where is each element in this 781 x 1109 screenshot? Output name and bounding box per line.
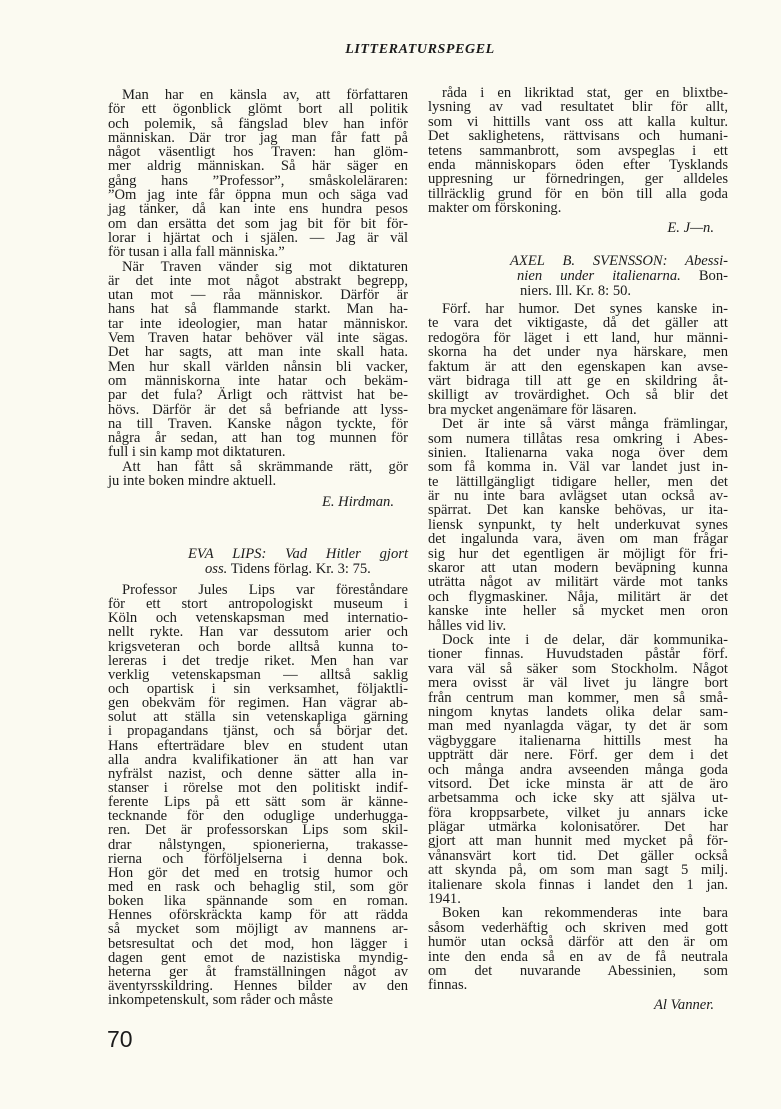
text-line: te lättillgängligt tidigare heller, men det — [428, 473, 728, 490]
left-column-review-lips — [108, 583, 408, 1007]
text-line: i propagandans tjänst, och så börjar det. — [108, 723, 408, 740]
text-line: det ingalunda vara, även om man frågar — [428, 531, 728, 548]
text-line: humör utan också därför att den är om — [428, 934, 728, 951]
text-line: om det nuvarande Abessinien, som — [428, 962, 728, 979]
text-line: plägar utmärka kolonisatörer. Det har — [428, 819, 728, 836]
paragraph — [428, 302, 728, 417]
text-line: na till Traven. Kanske någon tyckte, för — [108, 415, 408, 432]
running-head: LITTERATURSPEGEL — [345, 42, 495, 57]
text-line: skaror att utan modern beväpning kunna — [428, 560, 728, 577]
text-line: nyfrälst nazist, och denne sätter alla in- — [108, 765, 408, 782]
text-line: Professor Jules Lips var föreståndare — [122, 582, 408, 598]
text-line: tar inte ideologier, man hatar människor. — [108, 315, 408, 332]
text-line: och flygmaskiner. Nåja, militärt är det — [428, 588, 728, 605]
text-line: Dock inte i de delar, där kommunika- — [442, 631, 728, 648]
text-line: te vara det viktigaste, då det gäller att — [428, 315, 728, 332]
text-line: tioner finnas. Huvudstaden påstår förf. — [428, 646, 728, 663]
text-line: tecknande för den oduglige underhugga- — [108, 808, 408, 825]
paragraph — [108, 260, 408, 460]
book-author-title: EVA LIPS: Vad Hitler gjort — [188, 546, 408, 562]
text-line: inte den enda så en av de få neutrala — [428, 948, 728, 965]
text-line: föra kroppsarbete, vilket ju annars icke — [428, 804, 728, 821]
text-line: makter om förskoning. — [428, 200, 562, 217]
text-line: dagen gent emot de nazistiska myndig- — [108, 949, 408, 966]
text-line: full i sin kamp mot diktaturen. — [108, 444, 286, 461]
text-line: vara väl så säker som Stockholm. Något — [428, 660, 728, 677]
paragraph — [428, 906, 728, 992]
text-line: och polemik, så fängslad blev han inför — [108, 115, 408, 132]
text-line: skilligt av trovärdighet. Och så blir det — [428, 387, 728, 404]
text-line: boken lika spännande som en roman. — [108, 893, 408, 910]
text-line: Att han fått så skrämmande rätt, gör — [122, 458, 408, 475]
text-line: och många andra avseenden många goda — [428, 761, 728, 778]
text-line: från centrum man kommer, men så små- — [428, 689, 728, 706]
text-line: solut att ställa sin vetenskapliga gärning — [108, 709, 408, 726]
text-line: hålles vid liv. — [428, 617, 507, 634]
text-line: betsresultat och det mod, hon lägger i — [108, 935, 408, 952]
paragraph — [428, 633, 728, 906]
text-line: vånansvärt kort tid. Det gäller också — [428, 847, 728, 864]
text-line: bra mycket angenämare för läsaren. — [428, 401, 637, 418]
text-line: för ett stort antropologiskt museum i — [108, 596, 408, 613]
text-line: Förf. har humor. Det synes kanske in- — [442, 301, 728, 317]
book-publisher: Tidens förlag. Kr. 3: 75. — [230, 561, 371, 577]
text-line: vägbyggare italienarna hittills mest ha — [428, 732, 728, 749]
text-line: utan mot — råa människor. Därför är — [108, 287, 408, 304]
text-line: ningom knytas landets olika delar sam- — [428, 703, 728, 720]
text-line: är det inte mot något abstrakt begrepp, — [108, 272, 408, 289]
book-publisher: Bon- — [698, 268, 728, 284]
text-line: hövs. Därför är det så befriande att lyss- — [108, 401, 408, 418]
paragraph — [108, 583, 408, 1007]
signature-al-vanner: Al Vanner. — [654, 997, 714, 1013]
review-heading-eva-lips — [188, 547, 408, 577]
text-line: man med nyanlagda vägar, ty det är som — [428, 718, 728, 735]
book-title-end: nien under italienarna. — [517, 268, 681, 284]
book-publisher-price: niers. Ill. Kr. 8: 50. — [520, 283, 632, 299]
text-line: mera ovisst är väl livet ju längre bort — [428, 675, 728, 692]
text-line: heterna ger åt framställningen något av — [108, 963, 408, 980]
text-line: uppresning ur förnedringen, ger alldeles — [428, 171, 728, 188]
text-line: om människorna inte hatar och bekäm- — [108, 372, 408, 389]
paragraph — [428, 86, 728, 216]
text-line: gen obekväm för regimen. Han vägrar ab- — [108, 695, 408, 712]
text-line: tetens sammanbrott, som avspeglas i ett — [428, 142, 728, 159]
text-line: är nu inte bara avlägset utan också av- — [428, 488, 728, 505]
review-heading-svensson — [510, 254, 728, 299]
text-line: skorna ha det under nya härskare, men — [428, 344, 728, 361]
text-line: med en rask och behaglig stil, som gör — [108, 878, 408, 895]
text-line: stanser i rörelse mot den politiskt indif- — [108, 779, 408, 796]
text-line: uträtta något av militärt värde mot tanks — [428, 574, 728, 591]
text-line: råda i en likriktad stat, ger en blixtbe- — [442, 85, 728, 101]
text-line: ju inte boken mindre aktuell. — [108, 473, 277, 490]
text-line: lorar i hjärtat och i själen. — Jag är väl — [108, 229, 408, 246]
text-line: Köln och vetenskapsman med internatio- — [108, 610, 408, 627]
paragraph — [108, 460, 408, 489]
paragraph — [108, 88, 408, 260]
text-line: Det är inte så värst många främlingar, — [442, 416, 728, 433]
text-line: arbetsamma och icke sky att själva ut- — [428, 790, 728, 807]
text-line: Det har sagts, att man inte skall hata. — [108, 344, 408, 361]
text-line: sig hur det egentligen är möjligt för fri- — [428, 545, 728, 562]
text-line: alla andra kvalifikationer än att han var — [108, 751, 408, 768]
text-line: Man har en känsla av, att författaren — [122, 87, 408, 103]
text-line: verklig vetenskapsman — alltså saklig — [108, 666, 408, 683]
text-line: enda människopars öden efter Tysklands — [428, 156, 728, 173]
text-line: mer aldrig människan. Så här säger en — [108, 158, 408, 175]
text-line: gjort att man hunnit med mycket på för- — [428, 833, 728, 850]
text-line: kanske inte heller så mycket men oron — [428, 603, 728, 620]
text-line: lysning av vad resultatet blir för allt, — [428, 99, 728, 116]
text-line: som vi hittills vant oss att kalla kultur. — [428, 113, 728, 130]
signature-hirdman: E. Hirdman. — [321, 494, 394, 510]
text-line: krigsveteran och borde alltså kunna to- — [108, 638, 408, 655]
text-line: 1941. — [428, 891, 461, 908]
text-line: lereras i det tredje riket. Men han var — [108, 652, 408, 669]
text-line: Boken kan rekommenderas inte bara — [442, 905, 728, 922]
text-line: italienare skola finnas i landet den 1 jan. — [428, 876, 728, 893]
text-line: äventyrsskildring. Hennes bilder av den — [108, 977, 408, 994]
text-line: ”Om jag inte får öppna mun och säga vad — [108, 187, 408, 204]
text-line: ren. Det är professorskan Lips som skil- — [108, 822, 408, 839]
text-line: Det saklighetens, rättvisans och humani- — [428, 128, 728, 145]
text-line: ferente Lips på ett sätt som är känne- — [108, 794, 408, 811]
text-line: Vem Traven hatar behöver väl inte sägas. — [108, 330, 408, 347]
text-line: liensk synpunkt, ty helt underkuvat synes — [428, 516, 728, 533]
text-line: om dan ersätta det som jag bit för bit för- — [108, 215, 408, 232]
text-line: något väsentligt hos Traven: han glöm- — [108, 144, 408, 161]
text-line: såsom vederhäftig och skriven med gott — [428, 919, 728, 936]
text-line: för tusan i alla fall människa.” — [108, 244, 285, 261]
text-line: redogöra för läget i ett land, hur männi- — [428, 329, 728, 346]
text-line: hans hat så flammande starkt. Man ha- — [108, 301, 408, 318]
page-number: 70 — [107, 1026, 133, 1052]
text-line: rierna och förföljelserna i denna bok. — [108, 850, 408, 867]
signature-ej-n: E. J—n. — [667, 220, 714, 236]
book-title-end: oss. — [205, 561, 228, 577]
text-line: Hennes oförskräckta kamp för att rädda — [108, 907, 408, 924]
text-line: sinien. Italienarna vaka noga över dem — [428, 444, 728, 461]
text-line: och opartisk i sin verksamhet, följaktli- — [108, 680, 408, 697]
text-line: uppträtt där nere. Förf. ger dem i det — [428, 747, 728, 764]
text-line: nellt rykte. Han var dessutom arier och — [108, 624, 408, 641]
right-column-review-end — [428, 86, 728, 216]
text-line: När Traven vänder sig mot diktaturen — [122, 258, 408, 275]
text-line: för ett ögonblick glömt bort all politik — [108, 101, 408, 118]
text-line: som få komma in. Väl var landet just in- — [428, 459, 728, 476]
text-line: som numera tillåtas resa omkring i Abes- — [428, 430, 728, 447]
text-line: Hans efterträdare blev en student utan — [108, 737, 408, 754]
text-line: värt bidraga till att ge en skildring åt- — [428, 372, 728, 389]
text-line: Hon gör det med en trotsig humor och — [108, 864, 408, 881]
book-author-title: AXEL B. SVENSSON: Abessi- — [510, 253, 728, 269]
text-line: tillräcklig grund för en bön till alla goda — [428, 185, 728, 202]
text-line: inkompetenskult, som råder och måste — [108, 992, 333, 1009]
text-line: gång hans ”Professor”, småskoleläraren: — [108, 172, 408, 189]
right-column-review-svensson — [428, 302, 728, 993]
paragraph — [428, 417, 728, 633]
text-line: spärrat. Det kan kanske behövas, ur ita- — [428, 502, 728, 519]
text-line: faktum är att den egenskapen kan avse- — [428, 358, 728, 375]
left-column-review-end — [108, 88, 408, 488]
text-line: några år sedan, att han tog munnen för — [108, 430, 408, 447]
text-line: att skynda på, om som man sagt 5 milj. — [428, 862, 728, 879]
text-line: drar nålstyngen, spionerierna, trakasse- — [108, 836, 408, 853]
text-line: vitsord. Det icke minsta är att de äro — [428, 775, 728, 792]
text-line: par det fula? Ärligt och rättvist hat be- — [108, 387, 408, 404]
text-line: finnas. — [428, 977, 468, 994]
text-line: jag tänker, då kan inte ens hundra pesos — [108, 201, 408, 218]
text-line: så mycket som möjligt av mannens ar- — [108, 921, 408, 938]
text-line: Men hur skall världen nånsin bli vacker, — [108, 358, 408, 375]
text-line: människan. Där tror jag man får fatt på — [108, 129, 408, 146]
